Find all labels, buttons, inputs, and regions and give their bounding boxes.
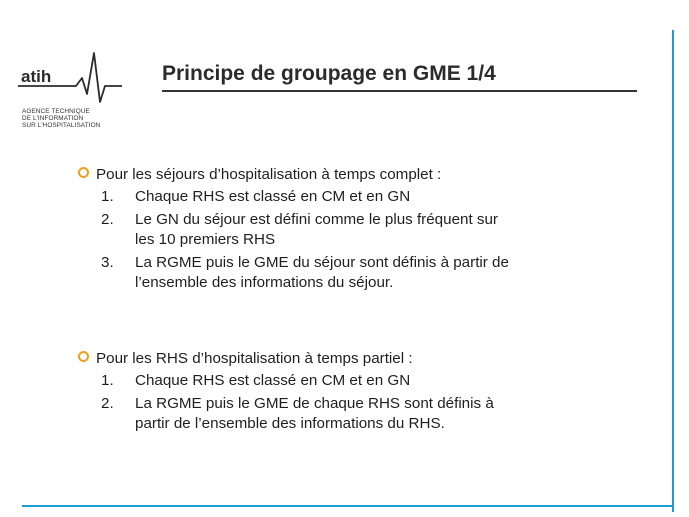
item-number: 1. [101,188,114,205]
atih-logo [18,48,128,138]
item-text: les 10 premiers RHS [135,231,276,248]
bullet-circle-icon [78,167,89,178]
item-number: 2. [101,395,114,412]
logo-tagline-line: SUR L'HOSPITALISATION [22,122,101,129]
bottom-border-rule [22,505,674,507]
logo-tagline [22,108,132,129]
list-item [78,210,638,250]
list-item [78,187,638,207]
right-border-rule [672,30,674,512]
bullet-circle-icon [78,351,89,362]
item-text: La RGME puis le GME du séjour sont définis à partir de [135,254,509,271]
item-text: Chaque RHS est classé en CM et en GN [135,372,411,389]
heartbeat-logo-icon [18,48,128,108]
section-heading: Pour les RHS d’hospitalisation à temps partiel : [96,350,413,367]
list-item [78,394,638,434]
item-number: 1. [101,372,114,389]
slide-title: Principe de groupage en GME 1/4 [162,62,637,92]
logo-tagline-line: AGENCE TECHNIQUE [22,108,90,115]
section-heading: Pour les séjours d’hospitalisation à temps complet : [96,166,442,183]
logo-tagline-line: DE L'INFORMATION [22,115,84,122]
list-item [78,371,638,391]
item-text: partir de l’ensemble des informations du RHS. [135,415,445,432]
logo-wordmark: atih [21,67,52,86]
item-text: Chaque RHS est classé en CM et en GN [135,188,411,205]
section-temps-complet [78,165,638,293]
list-item [78,253,638,293]
section-temps-partiel [78,349,638,434]
item-text: Le GN du séjour est défini comme le plus fréquent sur [135,211,498,228]
item-number: 3. [101,254,114,271]
item-number: 2. [101,211,114,228]
item-text: l’ensemble des informations du séjour. [135,274,394,291]
item-text: La RGME puis le GME de chaque RHS sont définis à [135,395,494,412]
